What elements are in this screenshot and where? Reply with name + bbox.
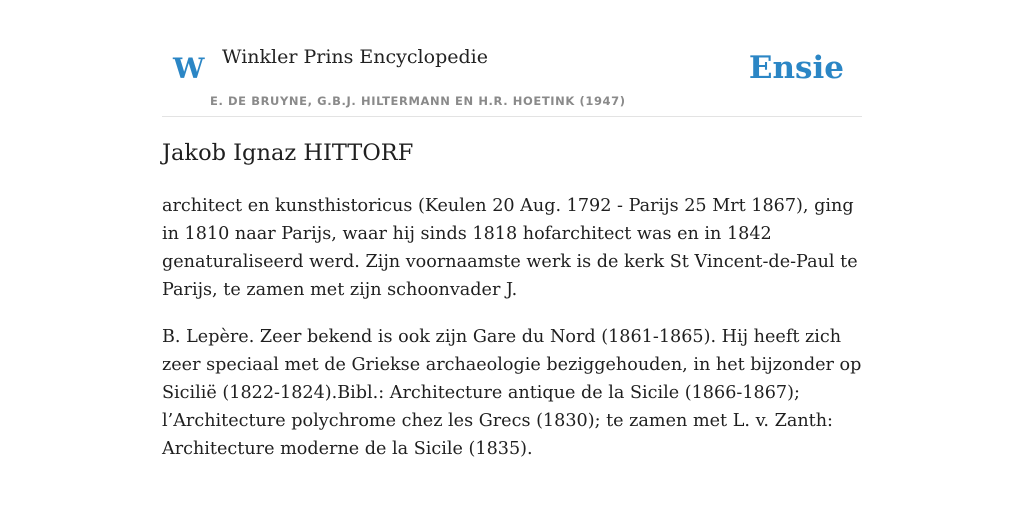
winkler-prins-logo-icon: W [173, 52, 205, 85]
source-title[interactable]: Winkler Prins Encyclopedie [222, 46, 488, 68]
ensie-logo-link[interactable]: Ensie [748, 50, 844, 86]
entry-paragraph: B. Lepère. Zeer bekend is ook zijn Gare du Nord (1861-1865). Hij heeft zich zeer speciaal met de Griekse archaeologie beziggehouden, in het bijzonder op Sicilië (1822-1824).Bibl.: Architecture antique de la Sicile (1866-1867); l’Architecture polychrome chez les Grecs (1830); te zamen met L. v. Zanth: Architecture moderne de la Sicile (1835). [162, 327, 862, 459]
source-header [162, 40, 862, 117]
entry-body [162, 192, 867, 482]
source-authors: E. DE BRUYNE, G.B.J. HILTERMANN EN H.R. HOETINK (1947) [210, 94, 626, 108]
entry-paragraph: architect en kunsthistoricus (Keulen 20 Aug. 1792 - Parijs 25 Mrt 1867), ging in 1810 naar Parijs, waar hij sinds 1818 hofarchitect was en in 1842 genaturaliseerd werd. Zijn voornaamste werk is de kerk St Vincent-de-Paul te Parijs, te zamen met zijn schoonvader J. [162, 196, 858, 300]
entry-title: Jakob Ignaz HITTORF [162, 140, 414, 166]
